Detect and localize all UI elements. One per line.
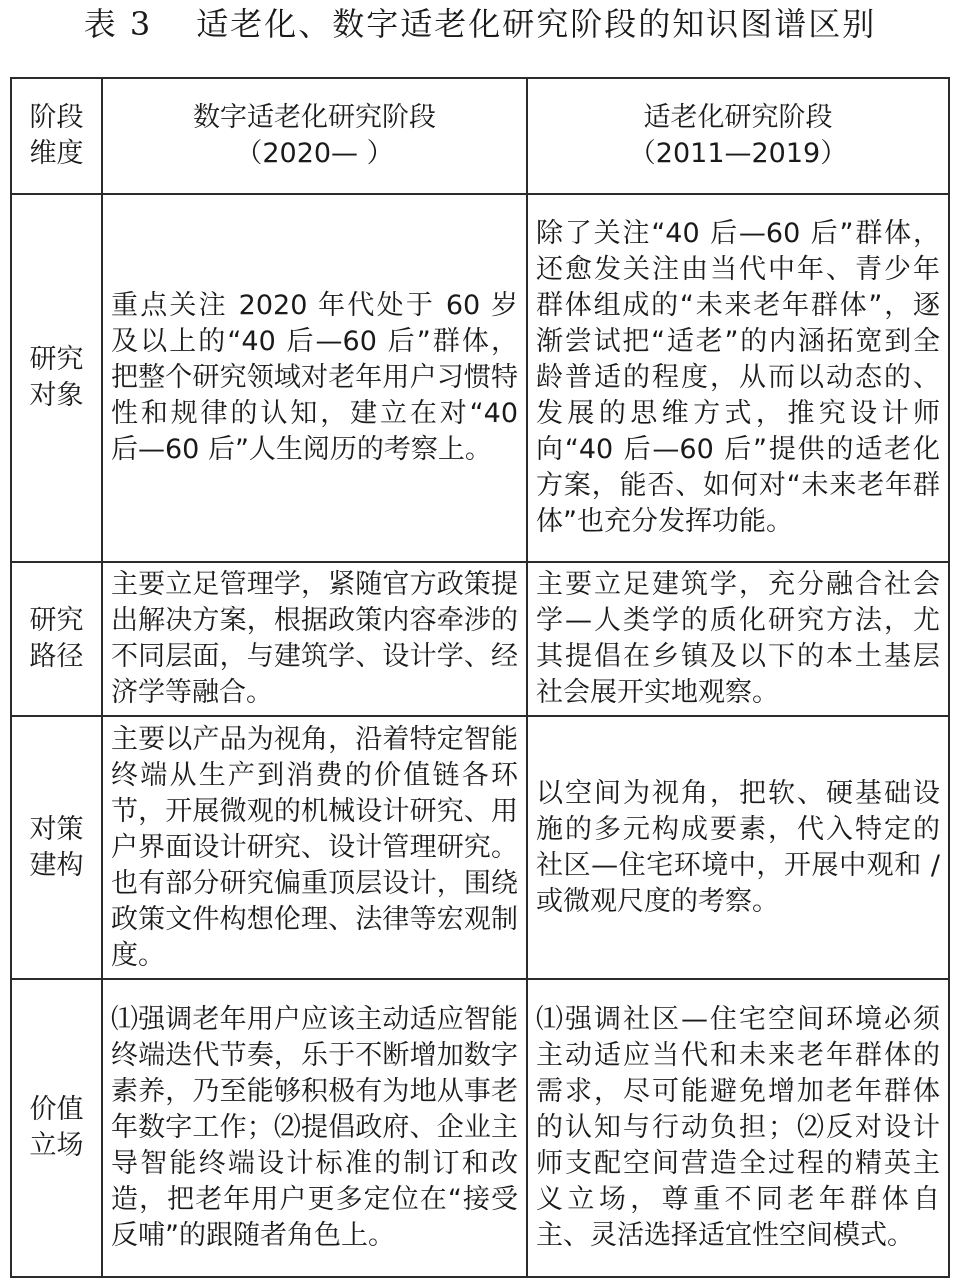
table-row-research-path — [11, 562, 949, 716]
header-digital-period: （2020— ） — [235, 138, 394, 169]
header-dimension-line-1: 阶段 — [29, 102, 84, 133]
header-digital-cell — [102, 78, 527, 194]
dimension-line-1: 对策 — [29, 813, 84, 845]
header-dimension-cell — [11, 78, 102, 194]
header-dimension-line-2: 维度 — [29, 138, 84, 169]
header-aging-name: 适老化研究阶段 — [643, 102, 833, 133]
aging-cell-research-object: 除了关注“40 后—60 后”群体，还愈发关注由当代中年、青少年群体组成的“未来老年群体”，逐渐尝试把“适老”的内涵拓宽到全龄普适的程度，从而以动态的、发展的思维方式，推究设计师向“40 后—60 后”提供的适老化方案，能否、如何对“未来老年群体”也充分发挥功能。 — [527, 194, 949, 562]
aging-cell-value-stance: ⑴强调社区—住宅空间环境必须主动适应当代和未来老年群体的需求，尽可能避免增加老年群体的认知与行动负担；⑵反对设计师支配空间营造全过程的精英主义立场，尊重不同老年群体自主、灵活选择适宜性空间模式。 — [527, 979, 949, 1277]
dimension-line-1: 价值 — [29, 1094, 84, 1125]
dimension-line-2: 路径 — [29, 641, 84, 672]
digital-cell-research-path: 主要立足管理学，紧随官方政策提出解决方案，根据政策内容牵涉的不同层面，与建筑学、设计学、经济学等融合。 — [102, 562, 527, 716]
digital-cell-value-stance: ⑴强调老年用户应该主动适应智能终端迭代节奏，乐于不断增加数字素养，乃至能够积极有为地从事老年数字工作；⑵提倡政府、企业主导智能终端设计标准的制订和改造，把老年用户更多定位在“接受反哺”的跟随者角色上。 — [102, 979, 527, 1277]
table-caption — [0, 2, 960, 46]
table-title: 适老化、数字适老化研究阶段的知识图谱区别 — [196, 5, 877, 43]
header-aging-period: （2011—2019） — [628, 138, 848, 169]
digital-cell-research-object: 重点关注 2020 年代处于 60 岁及以上的“40 后—60 后”群体，把整个研究领域对老年用户习惯特性和规律的认知，建立在对“40 后—60 后”人生阅历的考察上。 — [102, 194, 527, 562]
knowledge-map-comparison-table — [10, 77, 950, 1278]
header-aging-cell — [527, 78, 949, 194]
dimension-line-2: 建构 — [29, 849, 84, 881]
dimension-line-2: 立场 — [29, 1130, 84, 1161]
dimension-line-2: 对象 — [29, 380, 84, 411]
dimension-line-1: 研究 — [29, 344, 84, 375]
dimension-cell-research-object — [11, 194, 102, 562]
header-row — [11, 78, 949, 194]
digital-cell-strategy-construction: 主要以产品为视角，沿着特定智能终端从生产到消费的价值链各环节，开展微观的机械设计研究、用户界面设计研究、设计管理研究。也有部分研究偏重顶层设计，围绕政策文件构想伦理、法律等宏观制度。 — [102, 716, 527, 979]
table-row-strategy-construction — [11, 716, 949, 979]
dimension-cell-value-stance — [11, 979, 102, 1277]
dimension-line-1: 研究 — [29, 605, 84, 636]
table-number: 表 3 — [83, 5, 153, 43]
dimension-cell-strategy-construction — [11, 716, 102, 979]
table-row-value-stance — [11, 979, 949, 1277]
header-digital-name: 数字适老化研究阶段 — [193, 102, 436, 133]
dimension-cell-research-path — [11, 562, 102, 716]
table-row-research-object — [11, 194, 949, 562]
aging-cell-strategy-construction: 以空间为视角，把软、硬基础设施的多元构成要素，代入特定的社区—住宅环境中，开展中观和 / 或微观尺度的考察。 — [527, 716, 949, 979]
aging-cell-research-path: 主要立足建筑学，充分融合社会学—人类学的质化研究方法，尤其提倡在乡镇及以下的本土基层社会展开实地观察。 — [527, 562, 949, 716]
